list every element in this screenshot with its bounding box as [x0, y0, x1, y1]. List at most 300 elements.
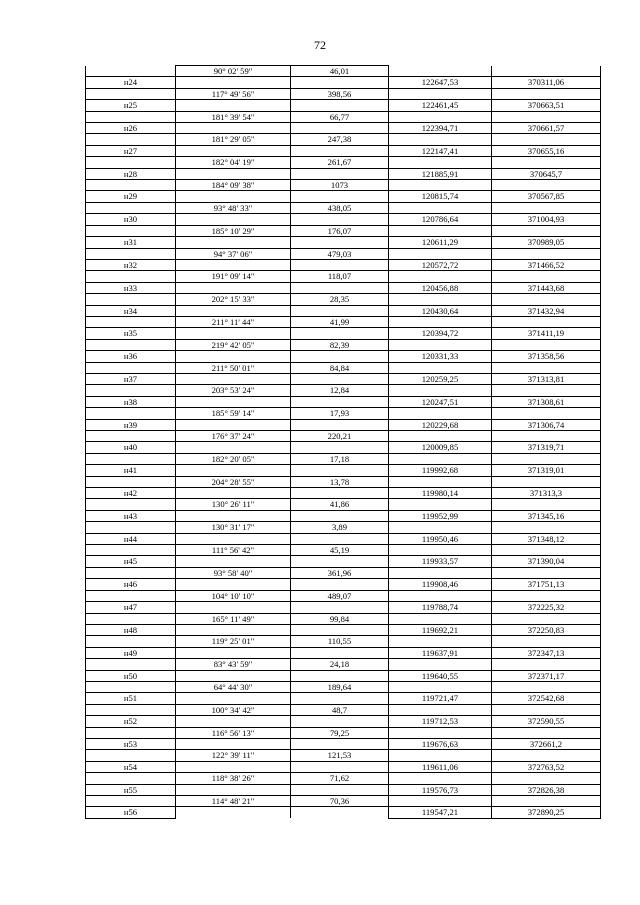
coordinate-x: 120229,68 [389, 419, 492, 430]
empty-cell [291, 214, 389, 225]
direction-angle: 203° 53' 24" [176, 385, 291, 396]
empty-cell [389, 431, 492, 442]
empty-cell [176, 373, 291, 384]
segment-row [86, 180, 601, 191]
point-row [86, 624, 601, 635]
empty-cell [176, 624, 291, 635]
direction-angle: 94° 37' 06" [176, 248, 291, 259]
empty-cell [86, 88, 176, 99]
point-row [86, 693, 601, 704]
empty-cell [291, 282, 389, 293]
point-name: н31 [86, 237, 176, 248]
empty-cell [291, 807, 389, 818]
empty-cell [492, 613, 601, 624]
segment-length: 24,18 [291, 659, 389, 670]
empty-cell [86, 225, 176, 236]
empty-cell [291, 533, 389, 544]
direction-angle: 185° 59' 14" [176, 408, 291, 419]
segment-length: 1073 [291, 180, 389, 191]
empty-cell [176, 670, 291, 681]
segment-row [86, 225, 601, 236]
empty-cell [176, 214, 291, 225]
segment-length: 438,05 [291, 202, 389, 213]
empty-cell [492, 157, 601, 168]
empty-cell [291, 784, 389, 795]
segment-row [86, 339, 601, 350]
segment-row [86, 545, 601, 556]
point-row [86, 168, 601, 179]
point-row [86, 510, 601, 521]
direction-angle: 176° 37' 24" [176, 431, 291, 442]
segment-row [86, 613, 601, 624]
direction-angle: 118° 38' 26" [176, 773, 291, 784]
segment-length: 45,19 [291, 545, 389, 556]
point-name: н50 [86, 670, 176, 681]
direction-angle: 122° 39' 11" [176, 750, 291, 761]
point-row [86, 305, 601, 316]
point-name: н43 [86, 510, 176, 521]
coordinate-y: 371432,94 [492, 305, 601, 316]
point-name: н38 [86, 396, 176, 407]
coordinate-x: 119640,55 [389, 670, 492, 681]
empty-cell [176, 259, 291, 270]
empty-cell [291, 259, 389, 270]
point-row [86, 465, 601, 476]
empty-cell [492, 499, 601, 510]
empty-cell [86, 704, 176, 715]
empty-cell [291, 100, 389, 111]
empty-cell [389, 316, 492, 327]
segment-length: 121,53 [291, 750, 389, 761]
direction-angle: 184° 09' 38" [176, 180, 291, 191]
point-name: н35 [86, 328, 176, 339]
point-row [86, 807, 601, 818]
coordinate-x: 119950,46 [389, 533, 492, 544]
coordinate-y: 371319,01 [492, 465, 601, 476]
empty-cell [291, 670, 389, 681]
point-row [86, 237, 601, 248]
segment-row [86, 88, 601, 99]
empty-cell [389, 180, 492, 191]
coordinate-y: 370567,85 [492, 191, 601, 202]
empty-cell [291, 373, 389, 384]
segment-length: 176,07 [291, 225, 389, 236]
coordinate-x: 119712,53 [389, 716, 492, 727]
segment-length: 3,89 [291, 522, 389, 533]
point-row [86, 145, 601, 156]
segment-row [86, 727, 601, 738]
empty-cell [291, 693, 389, 704]
direction-angle: 202° 15' 33" [176, 294, 291, 305]
segment-row [86, 111, 601, 122]
coordinates-table [85, 65, 601, 819]
empty-cell [389, 362, 492, 373]
empty-cell [389, 248, 492, 259]
segment-row [86, 202, 601, 213]
empty-cell [492, 180, 601, 191]
empty-cell [291, 761, 389, 772]
segment-row [86, 567, 601, 578]
point-name: н30 [86, 214, 176, 225]
coordinate-y: 371313,3 [492, 488, 601, 499]
segment-row [86, 704, 601, 715]
point-row [86, 191, 601, 202]
direction-angle: 119° 25' 01" [176, 636, 291, 647]
empty-cell [389, 750, 492, 761]
empty-cell [176, 784, 291, 795]
coordinate-y: 372590,55 [492, 716, 601, 727]
point-name: н55 [86, 784, 176, 795]
point-name: н56 [86, 807, 176, 818]
direction-angle: 116° 56' 13" [176, 727, 291, 738]
empty-cell [291, 328, 389, 339]
empty-cell [86, 385, 176, 396]
segment-row [86, 316, 601, 327]
empty-cell [176, 145, 291, 156]
empty-cell [86, 294, 176, 305]
empty-cell [176, 602, 291, 613]
coordinate-y: 372890,25 [492, 807, 601, 818]
segment-row [86, 408, 601, 419]
empty-cell [291, 716, 389, 727]
segment-length: 46,01 [291, 66, 389, 77]
segment-length: 489,07 [291, 590, 389, 601]
segment-row [86, 636, 601, 647]
empty-cell [291, 168, 389, 179]
point-row [86, 396, 601, 407]
coordinate-x: 119547,21 [389, 807, 492, 818]
coordinate-x: 120259,25 [389, 373, 492, 384]
direction-angle: 185° 10' 29" [176, 225, 291, 236]
point-name: н36 [86, 351, 176, 362]
segment-length: 220,21 [291, 431, 389, 442]
empty-cell [492, 248, 601, 259]
empty-cell [291, 145, 389, 156]
empty-cell [86, 659, 176, 670]
empty-cell [291, 305, 389, 316]
empty-cell [176, 738, 291, 749]
empty-cell [389, 66, 492, 77]
empty-cell [86, 134, 176, 145]
coordinate-x: 119952,99 [389, 510, 492, 521]
direction-angle: 191° 09' 14" [176, 271, 291, 282]
coordinate-y: 370645,7 [492, 168, 601, 179]
point-row [86, 282, 601, 293]
coordinate-y: 372826,38 [492, 784, 601, 795]
point-name: н34 [86, 305, 176, 316]
coordinate-y: 371308,61 [492, 396, 601, 407]
empty-cell [389, 88, 492, 99]
empty-cell [86, 750, 176, 761]
point-name: н27 [86, 145, 176, 156]
empty-cell [389, 590, 492, 601]
point-name: н37 [86, 373, 176, 384]
direction-angle: 64° 44' 30" [176, 681, 291, 692]
coordinate-y: 372225,32 [492, 602, 601, 613]
empty-cell [389, 522, 492, 533]
segment-length: 247,38 [291, 134, 389, 145]
segment-length: 28,35 [291, 294, 389, 305]
coordinate-x: 119721,47 [389, 693, 492, 704]
empty-cell [176, 510, 291, 521]
point-name: н54 [86, 761, 176, 772]
point-name: н48 [86, 624, 176, 635]
coordinate-x: 119676,63 [389, 738, 492, 749]
empty-cell [176, 328, 291, 339]
empty-cell [492, 225, 601, 236]
empty-cell [176, 419, 291, 430]
empty-cell [389, 545, 492, 556]
empty-cell [389, 408, 492, 419]
empty-cell [291, 624, 389, 635]
empty-cell [492, 294, 601, 305]
empty-cell [291, 556, 389, 567]
direction-angle: 83° 43' 59" [176, 659, 291, 670]
empty-cell [291, 191, 389, 202]
coordinate-y: 370661,57 [492, 123, 601, 134]
point-name: н41 [86, 465, 176, 476]
segment-length: 66,77 [291, 111, 389, 122]
empty-cell [492, 385, 601, 396]
coordinate-y: 371443,68 [492, 282, 601, 293]
point-row [86, 351, 601, 362]
empty-cell [291, 602, 389, 613]
empty-cell [176, 716, 291, 727]
empty-cell [86, 727, 176, 738]
segment-row [86, 476, 601, 487]
empty-cell [291, 123, 389, 134]
point-name: н51 [86, 693, 176, 704]
empty-cell [86, 248, 176, 259]
direction-angle: 211° 50' 01" [176, 362, 291, 373]
empty-cell [176, 693, 291, 704]
empty-cell [86, 681, 176, 692]
segment-length: 41,86 [291, 499, 389, 510]
empty-cell [389, 636, 492, 647]
point-name: н32 [86, 259, 176, 270]
empty-cell [86, 339, 176, 350]
segment-row [86, 590, 601, 601]
empty-cell [389, 773, 492, 784]
segment-length: 261,67 [291, 157, 389, 168]
empty-cell [389, 659, 492, 670]
coordinate-x: 120456,88 [389, 282, 492, 293]
empty-cell [389, 499, 492, 510]
segment-length: 17,18 [291, 453, 389, 464]
point-row [86, 602, 601, 613]
coordinate-x: 122647,53 [389, 77, 492, 88]
empty-cell [492, 590, 601, 601]
empty-cell [492, 362, 601, 373]
direction-angle: 93° 48' 33" [176, 202, 291, 213]
point-name: н49 [86, 647, 176, 658]
direction-angle: 181° 29' 05" [176, 134, 291, 145]
coordinate-x: 119692,21 [389, 624, 492, 635]
empty-cell [176, 533, 291, 544]
coordinate-y: 371319,71 [492, 442, 601, 453]
empty-cell [86, 202, 176, 213]
segment-row [86, 453, 601, 464]
point-row [86, 716, 601, 727]
empty-cell [492, 408, 601, 419]
coordinate-y: 371390,04 [492, 556, 601, 567]
direction-angle: 100° 34' 42" [176, 704, 291, 715]
direction-angle: 204° 28' 55" [176, 476, 291, 487]
point-row [86, 419, 601, 430]
segment-length: 48,7 [291, 704, 389, 715]
point-row [86, 373, 601, 384]
point-row [86, 123, 601, 134]
direction-angle: 181° 39' 54" [176, 111, 291, 122]
point-row [86, 647, 601, 658]
empty-cell [176, 807, 291, 818]
segment-length: 17,93 [291, 408, 389, 419]
point-name: н53 [86, 738, 176, 749]
point-name: н45 [86, 556, 176, 567]
empty-cell [176, 442, 291, 453]
point-row [86, 214, 601, 225]
coordinate-x: 122461,45 [389, 100, 492, 111]
empty-cell [389, 613, 492, 624]
empty-cell [492, 316, 601, 327]
empty-cell [86, 476, 176, 487]
direction-angle: 104° 10' 10" [176, 590, 291, 601]
coordinate-y: 372250,83 [492, 624, 601, 635]
coordinate-y: 370655,16 [492, 145, 601, 156]
segment-length: 398,56 [291, 88, 389, 99]
coordinate-y: 371751,13 [492, 579, 601, 590]
point-row [86, 488, 601, 499]
empty-cell [176, 282, 291, 293]
point-row [86, 579, 601, 590]
point-row [86, 259, 601, 270]
empty-cell [492, 681, 601, 692]
coordinate-y: 371345,16 [492, 510, 601, 521]
empty-cell [492, 339, 601, 350]
empty-cell [291, 465, 389, 476]
empty-cell [86, 545, 176, 556]
point-row [86, 100, 601, 111]
point-name: н40 [86, 442, 176, 453]
coordinate-y: 371466,52 [492, 259, 601, 270]
point-row [86, 77, 601, 88]
empty-cell [86, 157, 176, 168]
point-name: н46 [86, 579, 176, 590]
point-name: н52 [86, 716, 176, 727]
point-name: н28 [86, 168, 176, 179]
segment-length: 79,25 [291, 727, 389, 738]
empty-cell [291, 419, 389, 430]
empty-cell [291, 237, 389, 248]
empty-cell [389, 111, 492, 122]
coordinate-x: 119637,91 [389, 647, 492, 658]
coordinate-x: 120009,85 [389, 442, 492, 453]
coordinate-x: 119576,73 [389, 784, 492, 795]
empty-cell [176, 579, 291, 590]
coordinate-x: 119908,46 [389, 579, 492, 590]
empty-cell [176, 168, 291, 179]
empty-cell [86, 590, 176, 601]
direction-angle: 165° 11' 49" [176, 613, 291, 624]
empty-cell [291, 579, 389, 590]
page-number: 72 [314, 38, 326, 52]
empty-cell [86, 773, 176, 784]
direction-angle: 90° 02' 59" [176, 66, 291, 77]
coordinate-y: 370311,06 [492, 77, 601, 88]
coordinate-x: 121885,91 [389, 168, 492, 179]
empty-cell [176, 556, 291, 567]
coordinate-x: 120247,51 [389, 396, 492, 407]
empty-cell [389, 476, 492, 487]
segment-row [86, 750, 601, 761]
empty-cell [492, 545, 601, 556]
empty-cell [176, 123, 291, 134]
segment-row [86, 522, 601, 533]
segment-length: 84,84 [291, 362, 389, 373]
point-row [86, 533, 601, 544]
coordinate-y: 370989,05 [492, 237, 601, 248]
empty-cell [86, 499, 176, 510]
direction-angle: 182° 20' 05" [176, 453, 291, 464]
segment-row [86, 362, 601, 373]
empty-cell [492, 111, 601, 122]
coordinate-y: 371004,93 [492, 214, 601, 225]
coordinate-x: 122147,41 [389, 145, 492, 156]
segment-length: 12,84 [291, 385, 389, 396]
segment-length: 82,39 [291, 339, 389, 350]
segment-row [86, 134, 601, 145]
segment-row [86, 66, 601, 77]
empty-cell [492, 567, 601, 578]
empty-cell [492, 453, 601, 464]
empty-cell [291, 442, 389, 453]
coordinate-x: 119788,74 [389, 602, 492, 613]
direction-angle: 182° 04' 19" [176, 157, 291, 168]
empty-cell [389, 339, 492, 350]
coordinates-table-body [86, 66, 601, 819]
segment-row [86, 499, 601, 510]
empty-cell [86, 636, 176, 647]
segment-length: 71,62 [291, 773, 389, 784]
segment-length: 361,96 [291, 567, 389, 578]
point-row [86, 784, 601, 795]
empty-cell [389, 796, 492, 807]
empty-cell [86, 567, 176, 578]
coordinate-y: 371348,12 [492, 533, 601, 544]
empty-cell [176, 351, 291, 362]
direction-angle: 219° 42' 05" [176, 339, 291, 350]
segment-row [86, 659, 601, 670]
coordinate-x: 119992,68 [389, 465, 492, 476]
point-row [86, 328, 601, 339]
segment-row [86, 796, 601, 807]
coordinate-y: 372661,2 [492, 738, 601, 749]
coordinate-x: 120394,72 [389, 328, 492, 339]
direction-angle: 114° 48' 21" [176, 796, 291, 807]
coordinate-x: 120611,29 [389, 237, 492, 248]
segment-length: 479,03 [291, 248, 389, 259]
empty-cell [291, 738, 389, 749]
empty-cell [492, 796, 601, 807]
direction-angle: 130° 26' 11" [176, 499, 291, 510]
empty-cell [176, 77, 291, 88]
empty-cell [389, 453, 492, 464]
segment-length: 110,55 [291, 636, 389, 647]
empty-cell [389, 681, 492, 692]
point-name: н42 [86, 488, 176, 499]
empty-cell [86, 408, 176, 419]
empty-cell [492, 773, 601, 784]
